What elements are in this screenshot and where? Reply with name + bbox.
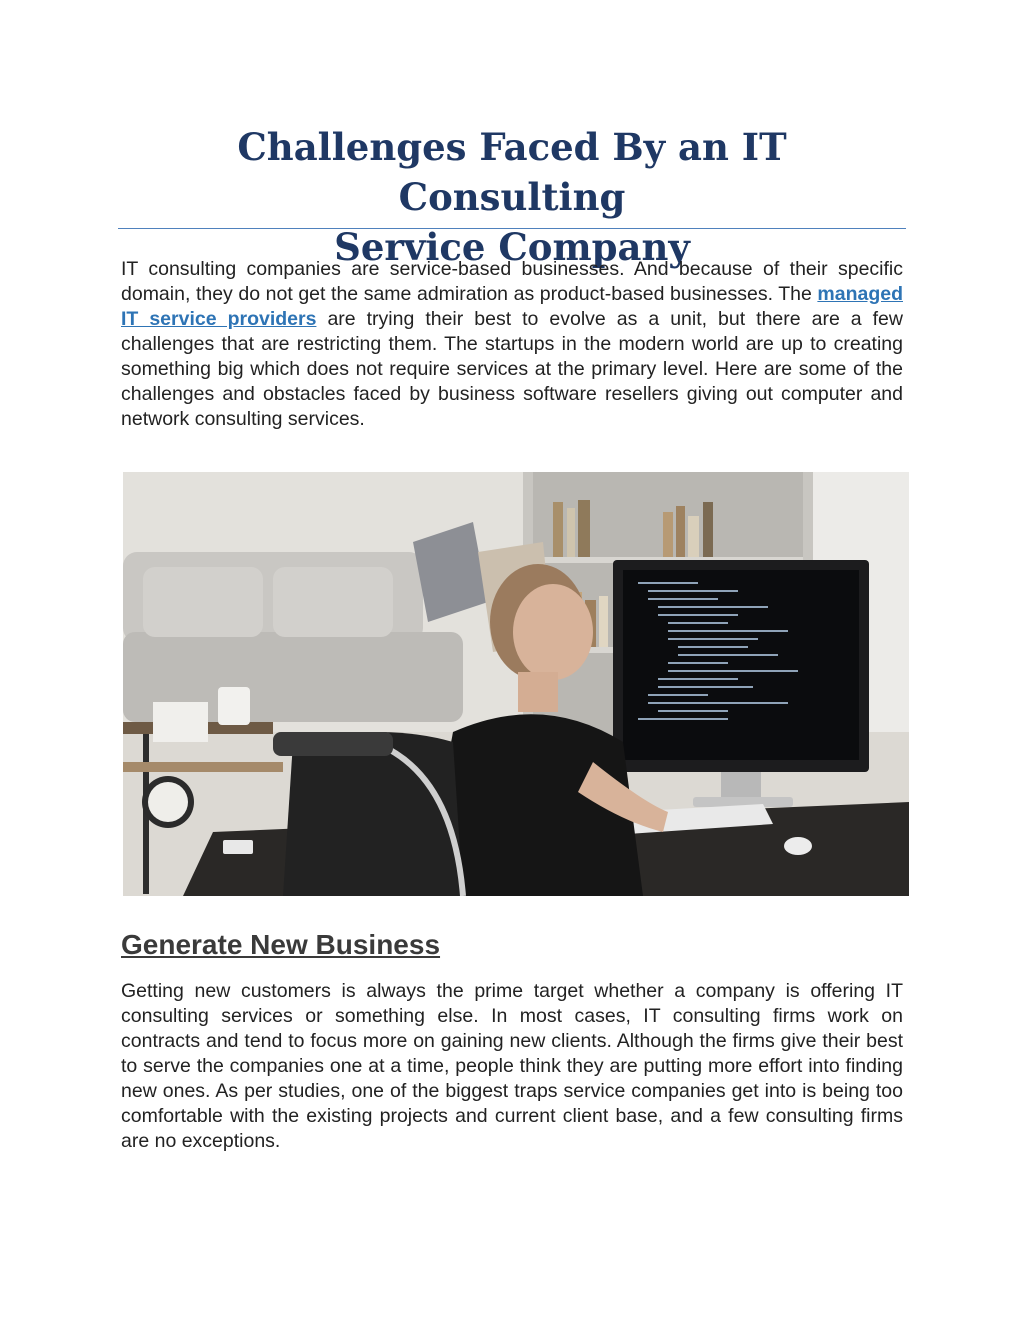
section-heading-generate-new-business: Generate New Business: [121, 929, 441, 960]
intro-text-after-link: are trying their best to evolve as a unit, but there are a few challenges that are restricting them. The startups in the modern world are up to creating something big which does not require services at the primary level. Here are some of the challenges and obstacles faced by business software resellers giving out computer and network consulting services.: [121, 308, 903, 430]
intro-text-before-link: IT consulting companies are service-based businesses. And because of their specific domain, they do not get the same admiration as product-based businesses. The: [121, 258, 903, 305]
title-line-2: Service Company: [334, 225, 690, 269]
managed-it-service-providers-link[interactable]: managed IT service providers: [121, 283, 903, 330]
title-line-1: Challenges Faced By an IT Consulting: [237, 125, 787, 219]
intro-paragraph: [121, 257, 903, 432]
title-underline-divider: [118, 228, 906, 229]
page-title: [118, 122, 906, 272]
section-body-paragraph: Getting new customers is always the prime target whether a company is offering IT consulting services or something else. In most cases, IT consulting firms work on contracts and tend to focus more on gaining new clients. Although the firms give their best to serve the companies one at a time, people think they are putting more effort into finding new ones. As per studies, one of the biggest traps service companies get into is being too comfortable with the existing projects and current client base, and a few consulting firms are no exceptions.: [121, 980, 903, 1152]
office-photo: [123, 472, 909, 896]
